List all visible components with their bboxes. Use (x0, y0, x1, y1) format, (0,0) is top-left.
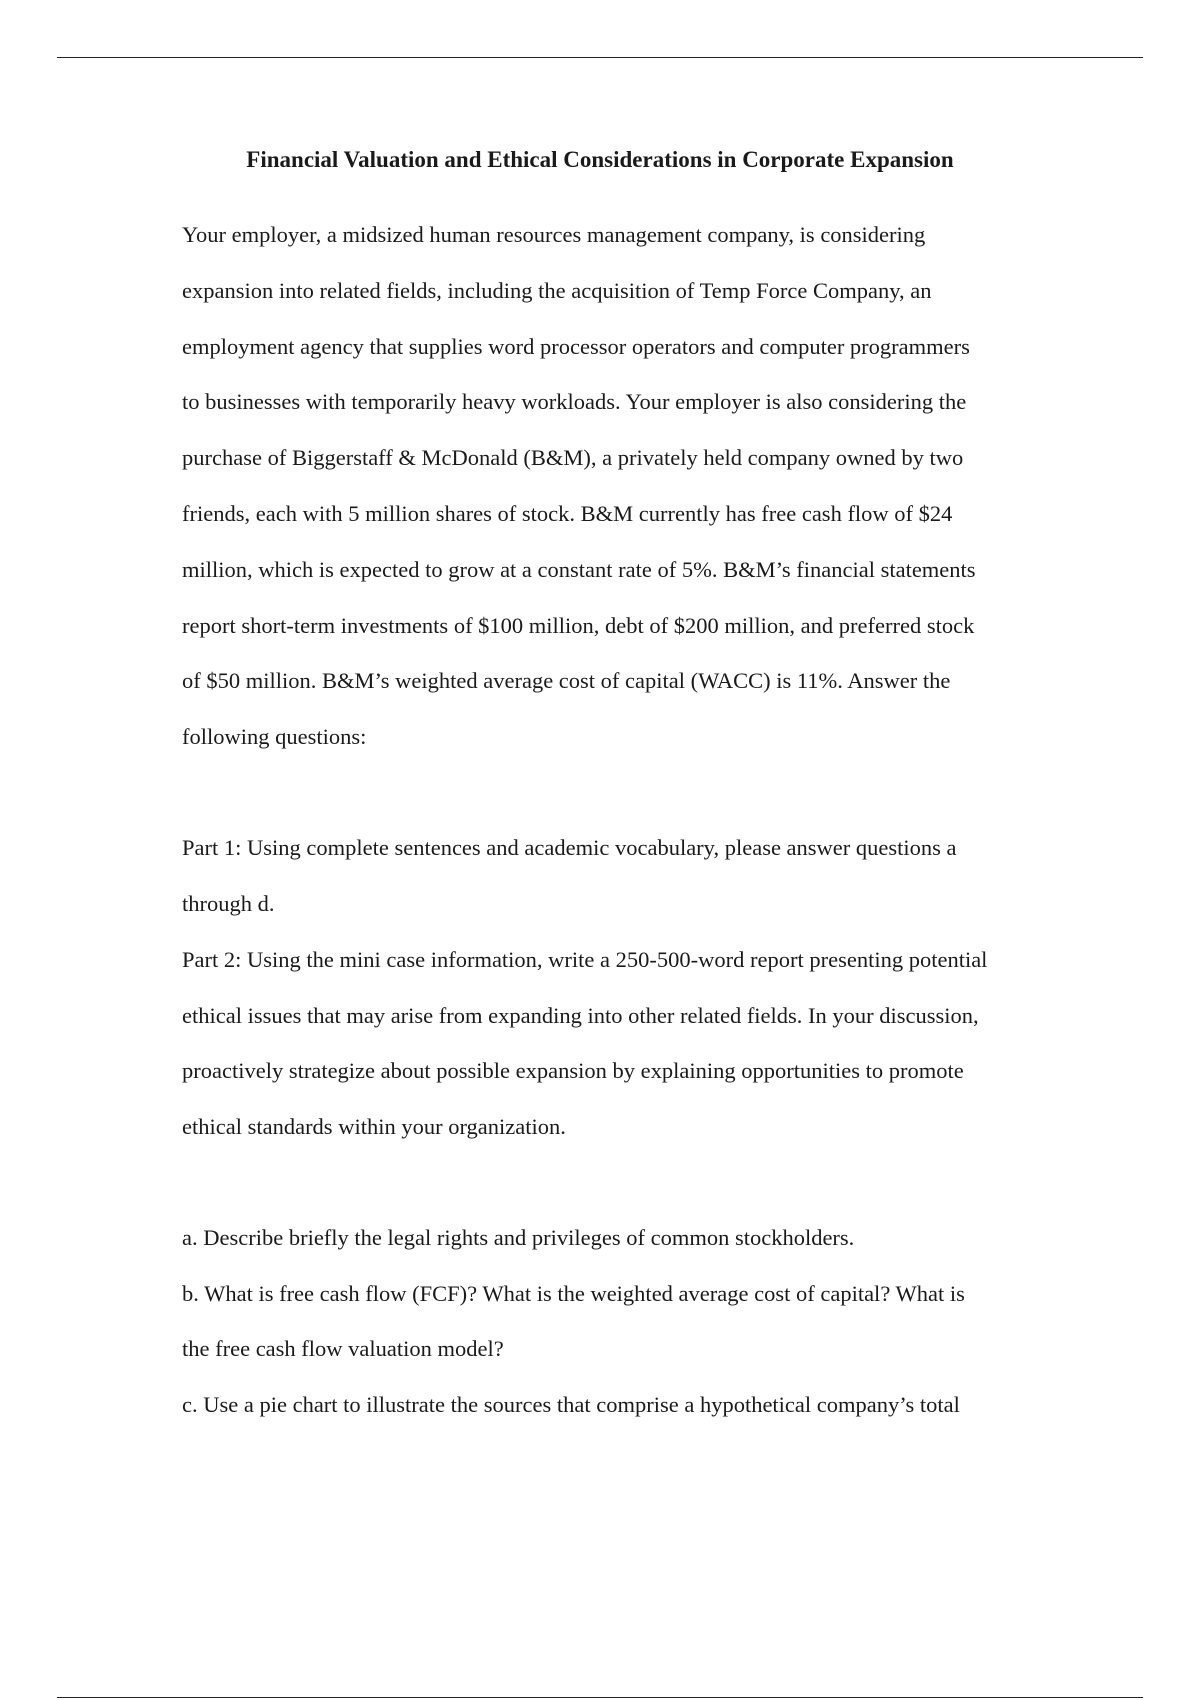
part2-line: proactively strategize about possible expansion by explaining opportunities to promote (182, 1058, 964, 1083)
question-a: a. Describe briefly the legal rights and privileges of common stockholders. (182, 1225, 855, 1250)
question-b: b. What is free cash flow (FCF)? What is the weighted average cost of capital? What is (182, 1281, 965, 1306)
part1-line: Part 1: Using complete sentences and academic vocabulary, please answer questions a (182, 835, 957, 860)
question-c: c. Use a pie chart to illustrate the sources that comprise a hypothetical company’s total (182, 1392, 960, 1417)
part1-line: through d. (182, 891, 275, 916)
bottom-rule (57, 1697, 1143, 1698)
top-rule (57, 57, 1143, 58)
document-title: Financial Valuation and Ethical Considerations in Corporate Expansion (246, 147, 954, 172)
intro-line: of $50 million. B&M’s weighted average cost of capital (WACC) is 11%. Answer the (182, 668, 951, 693)
intro-line: report short-term investments of $100 million, debt of $200 million, and preferred stock (182, 613, 975, 638)
intro-line: friends, each with 5 million shares of stock. B&M currently has free cash flow of $24 (182, 501, 953, 526)
intro-line: expansion into related fields, including the acquisition of Temp Force Company, an (182, 278, 932, 303)
intro-line: employment agency that supplies word processor operators and computer programmers (182, 334, 970, 359)
part2-line: ethical standards within your organization. (182, 1114, 566, 1139)
intro-line: following questions: (182, 724, 367, 749)
question-b-continued: the free cash flow valuation model? (182, 1336, 504, 1361)
part2-line: Part 2: Using the mini case information, write a 250-500-word report presenting potential (182, 947, 988, 972)
intro-line: purchase of Biggerstaff & McDonald (B&M), a privately held company owned by two (182, 445, 964, 470)
part2-line: ethical issues that may arise from expanding into other related fields. In your discussion, (182, 1003, 979, 1028)
intro-line: million, which is expected to grow at a constant rate of 5%. B&M’s financial statements (182, 557, 976, 582)
intro-line: to businesses with temporarily heavy workloads. Your employer is also considering the (182, 389, 967, 414)
intro-line: Your employer, a midsized human resources management company, is considering (182, 222, 926, 247)
